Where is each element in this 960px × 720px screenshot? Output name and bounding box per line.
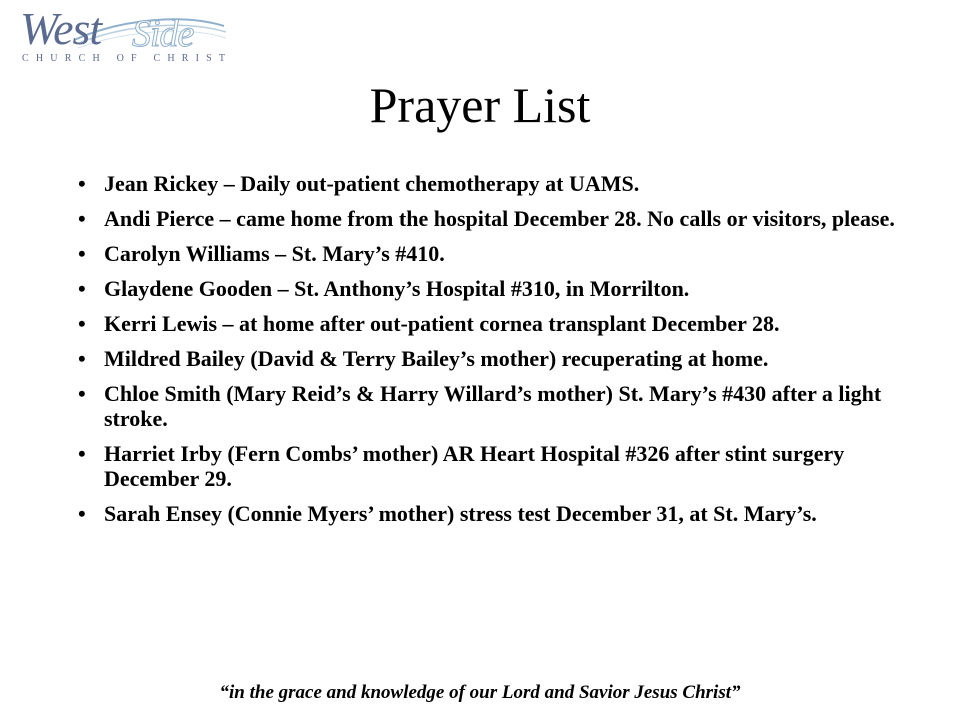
prayer-list-item (78, 276, 898, 301)
church-logo (14, 3, 233, 66)
prayer-item-text: Chloe Smith (Mary Reid’s & Harry Willard’s mother) St. Mary’s #430 after a light stroke. (104, 381, 882, 431)
bullet-icon: • (78, 441, 86, 466)
footer-quote: “in the grace and knowledge of our Lord and Savior Jesus Christ” (219, 682, 741, 703)
prayer-item-text: Glaydene Gooden – St. Anthony’s Hospital #310, in Morrilton. (104, 276, 690, 301)
bullet-icon: • (78, 501, 86, 526)
prayer-list-item (78, 241, 898, 266)
prayer-item-text: Jean Rickey – Daily out-patient chemotherapy at UAMS. (104, 171, 640, 196)
prayer-item-text: Kerri Lewis – at home after out-patient cornea transplant December 28. (104, 311, 780, 336)
bullet-icon: • (78, 276, 86, 301)
bullet-icon: • (78, 346, 86, 371)
prayer-item-text: Sarah Ensey (Connie Myers’ mother) stress test December 31, at St. Mary’s. (104, 501, 817, 526)
prayer-list-item (78, 311, 898, 336)
prayer-list-item (78, 501, 898, 526)
bullet-icon: • (78, 206, 86, 231)
prayer-list-item (78, 171, 898, 196)
prayer-list-item (78, 346, 898, 371)
logo-word-west: West (20, 3, 102, 54)
page-title: Prayer List (369, 77, 591, 133)
prayer-list-item (78, 441, 898, 491)
bullet-icon: • (78, 241, 86, 266)
logo-subtitle: CHURCH OF CHRIST (22, 53, 233, 64)
logo-word-side: Side (132, 13, 194, 55)
prayer-item-text: Carolyn Williams – St. Mary’s #410. (104, 241, 445, 266)
prayer-item-text: Andi Pierce – came home from the hospital December 28. No calls or visitors, please. (104, 206, 895, 231)
bullet-icon: • (78, 381, 86, 406)
bullet-icon: • (78, 171, 86, 196)
prayer-list-item (78, 381, 898, 431)
prayer-list (78, 171, 898, 536)
bullet-icon: • (78, 311, 86, 336)
prayer-item-text: Mildred Bailey (David & Terry Bailey’s mother) recuperating at home. (104, 346, 769, 371)
prayer-item-text: Harriet Irby (Fern Combs’ mother) AR Heart Hospital #326 after stint surgery December 29. (104, 441, 845, 491)
prayer-list-item (78, 206, 898, 231)
